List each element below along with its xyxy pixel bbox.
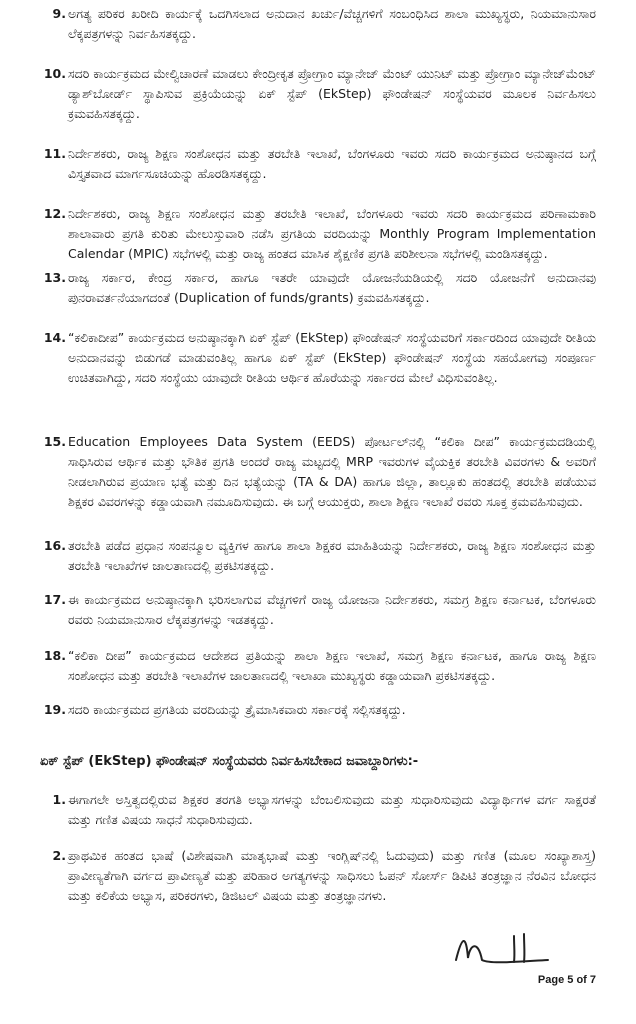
- item-text: ಸದರಿ ಕಾರ್ಯಕ್ರಮದ ಮೇಲ್ವಿಚಾರಣೆ ಮಾಡಲು ಕೇಂದ್ರೀಕೃತ ಪ್ರೋಗ್ರಾಂ ಮ್ಯಾನೇಜ್ ಮೆಂಟ್ ಯುನಿಟ್ ಮತ್ತು ಪ್ರೋಗ್ರಾಂ ಮ್ಯಾನೇಜ್‌ಮೆಂಟ್ ಡ್ಯಾಶ್‌ಬೋರ್ಡ್ ಸ್ಥಾಪಿಸುವ ಪ್ರಕ್ರಿಯೆಯನ್ನು ಏಕ್ ಸ್ಟೆಪ್ (EkStep) ಫೌಂಡೇಷನ್ ಸಂಸ್ಥೆಯವರ ಮೂಲಕ ನಿರ್ವಹಿಸಲು ಕ್ರಮವಹಿಸತಕ್ಕದ್ದು.: [68, 66, 596, 121]
- item-number: 9.: [52, 6, 66, 21]
- item-text: “ಕಲಿಕಾದೀಪ” ಕಾರ್ಯಕ್ರಮದ ಅನುಷ್ಠಾನಕ್ಕಾಗಿ ಏಕ್ ಸ್ಟೆಪ್ (EkStep) ಫೌಂಡೇಷನ್ ಸಂಸ್ಥೆಯವರಿಗೆ ಸರ್ಕಾರದಿಂದ ಯಾವುದೇ ರೀತಿಯ ಅನುದಾನವನ್ನು ಬಿಡುಗಡೆ ಮಾಡುವಂತಿಲ್ಲ ಹಾಗೂ ಏಕ್ ಸ್ಟೆಪ್ (EkStep) ಫೌಂಡೇಷನ್ ಸಂಸ್ಥೆಯ ಸಹಯೋಗವು ಸಂಪೂರ್ಣ ಉಚಿತವಾಗಿದ್ದು, ಸದರಿ ಸಂಸ್ಥೆಯು ಯಾವುದೇ ರೀತಿಯ ಆರ್ಥಿಕ ಹೊರೆಯನ್ನು ಸರ್ಕಾರದ ಮೇಲೆ ವಿಧಿಸುವಂತಿಲ್ಲ.: [68, 330, 596, 385]
- item-text: ರಾಜ್ಯ ಸರ್ಕಾರ, ಕೇಂದ್ರ ಸರ್ಕಾರ, ಹಾಗೂ ಇತರೇ ಯಾವುದೇ ಯೋಜನೆಯಡಿಯಲ್ಲಿ ಸದರಿ ಯೋಜನೆಗೆ ಅನುದಾನವು ಪುನರಾವರ್ತನೆಯಾಗದಂತೆ (Duplication of funds/grants) ಕ್ರಮವಹಿಸತಕ್ಕದ್ದು.: [68, 270, 596, 305]
- item-number: 16.: [43, 538, 66, 553]
- item-text: ಅಗತ್ಯ ಪರಿಕರ ಖರೀದಿ ಕಾರ್ಯಕ್ಕೆ ಒದಗಿಸಲಾದ ಅನುದಾನ ಖರ್ಚು/ವೆಚ್ಚಗಳಿಗೆ ಸಂಬಂಧಿಸಿದ ಶಾಲಾ ಮುಖ್ಯಸ್ಥರು, ನಿಯಮಾನುಸಾರ ಲೆಕ್ಕಪತ್ರಗಳನ್ನು ನಿರ್ವಹಿಸತಕ್ಕದ್ದು.: [68, 6, 596, 41]
- item-text: ತರಬೇತಿ ಪಡೆದ ಪ್ರಧಾನ ಸಂಪನ್ಮೂಲ ವ್ಯಕ್ತಿಗಳ ಹಾಗೂ ಶಾಲಾ ಶಿಕ್ಷಕರ ಮಾಹಿತಿಯನ್ನು ನಿರ್ದೇಶಕರು, ರಾಜ್ಯ ಶಿಕ್ಷಣ ಸಂಶೋಧನ ಮತ್ತು ತರಬೇತಿ ಇಲಾಖೆಗಳ ಜಾಲತಾಣದಲ್ಲಿ ಪ್ರಕಟಿಸತಕ್ಕದ್ದು.: [68, 538, 596, 573]
- page-number: Page 5 of 7: [537, 974, 596, 986]
- item-number: 12.: [43, 206, 66, 221]
- item-number: 18.: [43, 648, 66, 663]
- item-number: 19.: [43, 702, 66, 717]
- item-text: ಸದರಿ ಕಾರ್ಯಕ್ರಮದ ಪ್ರಗತಿಯ ವರದಿಯನ್ನು ತ್ರೈಮಾಸಿಕವಾರು ಸರ್ಕಾರಕ್ಕೆ ಸಲ್ಲಿಸತಕ್ಕದ್ದು.: [68, 702, 406, 717]
- item-text: ನಿರ್ದೇಶಕರು, ರಾಜ್ಯ ಶಿಕ್ಷಣ ಸಂಶೋಧನ ಮತ್ತು ತರಬೇತಿ ಇಲಾಖೆ, ಬೆಂಗಳೂರು ಇವರು ಸದರಿ ಕಾರ್ಯಕ್ರಮದ ಅನುಷ್ಠಾನದ ಬಗ್ಗೆ ವಿಸ್ತೃತವಾದ ಮಾರ್ಗಸೂಚಿಯನ್ನು ಹೊರಡಿಸತಕ್ಕದ್ದು.: [68, 146, 596, 181]
- item-text: ಈ ಕಾರ್ಯಕ್ರಮದ ಅನುಷ್ಠಾನಕ್ಕಾಗಿ ಭರಿಸಲಾಗುವ ವೆಚ್ಚಗಳಿಗೆ ರಾಜ್ಯ ಯೋಜನಾ ನಿರ್ದೇಶಕರು, ಸಮಗ್ರ ಶಿಕ್ಷಣ ಕರ್ನಾಟಕ, ಬೆಂಗಳೂರು ರವರು ನಿಯಮಾನುಸಾರ ಲೆಕ್ಕಪತ್ರಗಳನ್ನು ಇಡತಕ್ಕದ್ದು.: [68, 592, 596, 627]
- item-text: “ಕಲಿಕಾ ದೀಪ” ಕಾರ್ಯಕ್ರಮದ ಆದೇಶದ ಪ್ರತಿಯನ್ನು ಶಾಲಾ ಶಿಕ್ಷಣ ಇಲಾಖೆ, ಸಮಗ್ರ ಶಿಕ್ಷಣ ಕರ್ನಾಟಕ, ಹಾಗೂ ರಾಜ್ಯ ಶಿಕ್ಷಣ ಸಂಶೋಧನ ಮತ್ತು ತರಬೇತಿ ಇಲಾಖೆಗಳ ಜಾಲತಾಣದಲ್ಲಿ ಇಲಾಖಾ ಮುಖ್ಯಸ್ಥರು ಕಡ್ಡಾಯವಾಗಿ ಪ್ರಕಟಿಸತಕ್ಕದ್ದು.: [68, 648, 596, 683]
- item-number: 1.: [52, 792, 66, 807]
- item-number: 14.: [43, 330, 66, 345]
- item-text: Education Employees Data System (EEDS) ಪೋರ್ಟಲ್‌ನಲ್ಲಿ “ಕಲಿಕಾ ದೀಪ” ಕಾರ್ಯಕ್ರಮದಡಿಯಲ್ಲಿ ಸಾಧಿಸಿರುವ ಆರ್ಥಿಕ ಮತ್ತು ಭೌತಿಕ ಪ್ರಗತಿ ಅಂದರೆ ರಾಜ್ಯ ಮಟ್ಟದಲ್ಲಿ MRP ಇವರುಗಳ ವೈಯಕ್ತಿಕ ತರಬೇತಿ ವಿವರಗಳು & ಅವರಿಗೆ ನೀಡಲಾಗಿರುವ ಪ್ರಯಾಣ ಭತ್ಯೆ ಮತ್ತು ದಿನ ಭತ್ಯೆಯನ್ನು (TA & DA) ಹಾಗೂ ಜಿಲ್ಲಾ, ತಾಲ್ಲೂಕು ಹಂತದಲ್ಲಿ ತರಬೇತಿ ಪಡೆಯುವ ಶಿಕ್ಷಕರ ವಿವರಗಳನ್ನು ಕಡ್ಡಾಯವಾಗಿ ನಮೂದಿಸುವುದು. ಈ ಬಗ್ಗೆ ಆಯುಕ್ತರು, ಶಾಲಾ ಶಿಕ್ಷಣ ಇಲಾಖೆ ರವರು ಸೂಕ್ತ ಕ್ರಮವಹಿಸುವುದು.: [68, 434, 596, 509]
- item-number: 17.: [43, 592, 66, 607]
- item-text: ಪ್ರಾಥಮಿಕ ಹಂತದ ಭಾಷೆ (ವಿಶೇಷವಾಗಿ ಮಾತೃಭಾಷೆ ಮತ್ತು ಇಂಗ್ಲಿಷ್‌ನಲ್ಲಿ ಓದುವುದು) ಮತ್ತು ಗಣಿತ (ಮೂಲ ಸಂಖ್ಯಾಶಾಸ್ತ್ರ) ಪ್ರಾವೀಣ್ಯತೆಗಾಗಿ ವರ್ಗದ ಪ್ರಾವೀಣ್ಯತೆ ಮತ್ತು ಪರಿಹಾರ ಅಗತ್ಯಗಳನ್ನು ಸಾಧಿಸಲು ಓಪನ್ ಸೋರ್ಸ್ ಡಿಪಿಟಿ ತಂತ್ರಜ್ಞಾನ ನೆರವಿನ ಬೋಧನ ಮತ್ತು ಕಲಿಕೆಯ ಅಭ್ಯಾಸ, ಪರಿಕರಗಳು, ಡಿಜಿಟಲ್ ವಿಷಯ ಮತ್ತು ತಂತ್ರಜ್ಞಾನಗಳು.: [68, 848, 596, 903]
- item-number: 10.: [43, 66, 66, 81]
- item-number: 11.: [43, 146, 66, 161]
- item-text: ಈಗಾಗಲೇ ಅಸ್ತಿತ್ವದಲ್ಲಿರುವ ಶಿಕ್ಷಕರ ತರಗತಿ ಅಭ್ಯಾಸಗಳನ್ನು ಬೆಂಬಲಿಸುವುದು ಮತ್ತು ಸುಧಾರಿಸುವುದು ವಿದ್ಯಾರ್ಥಿಗಳ ವರ್ಗ ಸಾಕ್ಷರತೆ ಮತ್ತು ಗಣಿತ ವಿಷಯ ಸಾಧನೆ ಸುಧಾರಿಸುವುದು.: [68, 792, 596, 827]
- item-number: 2.: [52, 848, 66, 863]
- item-text: ನಿರ್ದೇಶಕರು, ರಾಜ್ಯ ಶಿಕ್ಷಣ ಸಂಶೋಧನ ಮತ್ತು ತರಬೇತಿ ಇಲಾಖೆ, ಬೆಂಗಳೂರು ಇವರು ಸದರಿ ಕಾರ್ಯಕ್ರಮದ ಪರಿಣಾಮಕಾರಿ ಶಾಲಾವಾರು ಪ್ರಗತಿ ಕುರಿತು ಮೇಲುಸ್ತುವಾರಿ ನಡೆಸಿ ಪ್ರಗತಿಯ ವರದಿಯನ್ನು Monthly Program Implementation Calendar (MPIC) ಸಭೆಗಳಲ್ಲಿ ಮತ್ತು ರಾಜ್ಯ ಹಂತದ ಮಾಸಿಕ ಶೈಕ್ಷಣಿಕ ಪ್ರಗತಿ ಪರಿಶೀಲನಾ ಸಭೆಗಳಲ್ಲಿ ಮಂಡಿಸತಕ್ಕದ್ದು.: [68, 206, 596, 261]
- signature-mark: [452, 930, 558, 970]
- section-heading: ಏಕ್ ಸ್ಟೆಪ್ (EkStep) ಫೌಂಡೇಷನ್ ಸಂಸ್ಥೆಯವರು ನಿರ್ವಹಿಸಬೇಕಾದ ಜವಾಬ್ದಾರಿಗಳು:-: [40, 754, 419, 769]
- item-number: 15.: [43, 434, 66, 449]
- item-number: 13.: [43, 270, 66, 285]
